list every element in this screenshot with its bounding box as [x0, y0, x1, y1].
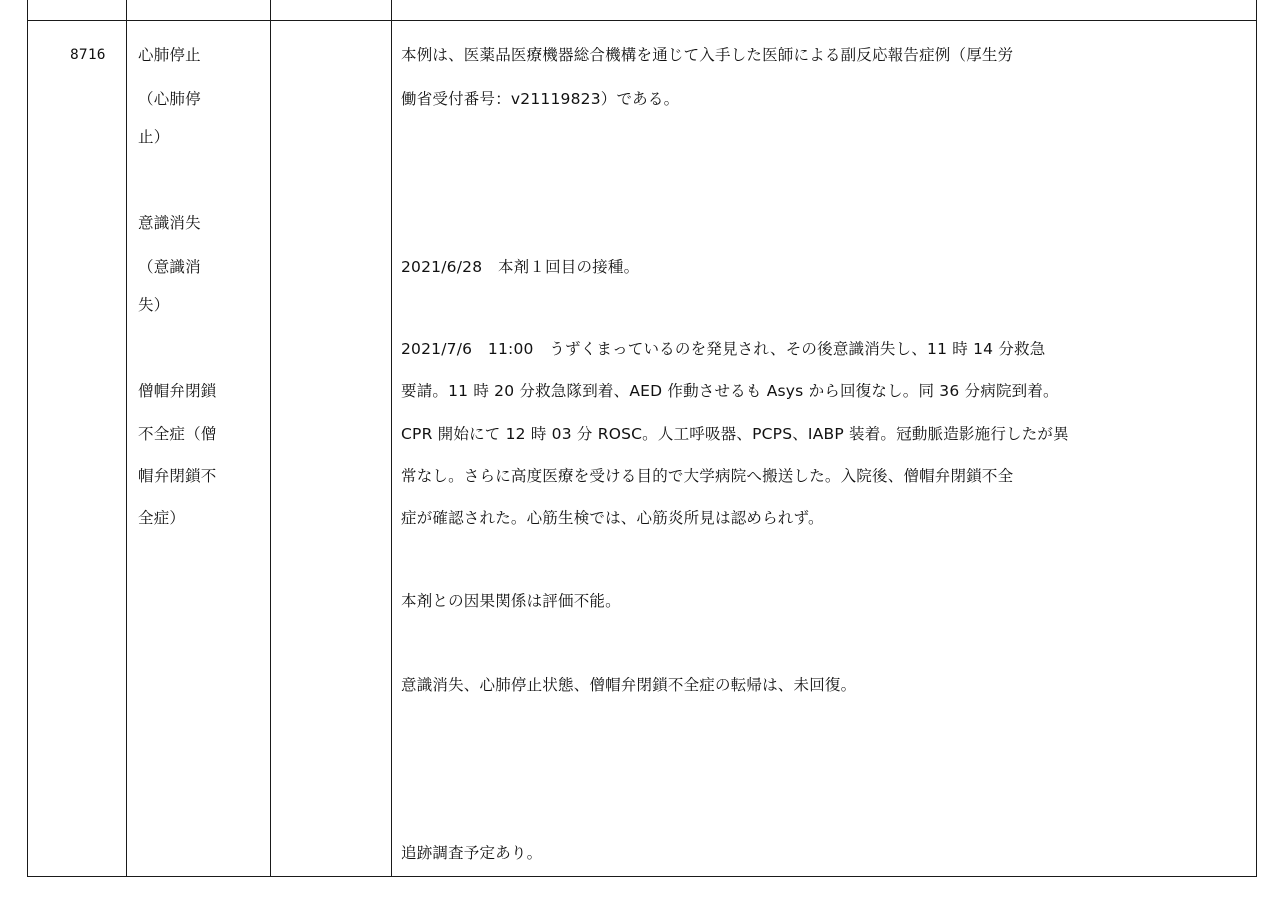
table-border-right	[1256, 0, 1257, 876]
term-line: 帽弁閉鎖不	[138, 467, 217, 485]
term-line: 止）	[138, 128, 170, 146]
term-line: 不全症（僧	[138, 425, 217, 443]
row-divider-top	[27, 20, 1257, 21]
table-border-left	[27, 0, 28, 876]
term-line: 僧帽弁閉鎖	[138, 382, 217, 400]
term-line: （心肺停	[138, 90, 201, 108]
term-line: 全症）	[138, 509, 186, 527]
narrative-line: 常なし。さらに高度医療を受ける目的で大学病院へ搬送した。入院後、僧帽弁閉鎖不全	[401, 467, 1014, 485]
term-line: 心肺停止	[138, 46, 201, 64]
term-line: 失）	[138, 296, 170, 314]
narrative-line: 意識消失、心肺停止状態、僧帽弁閉鎖不全症の転帰は、未回復。	[401, 676, 857, 694]
narrative-line: 2021/6/28 本剤１回目の接種。	[401, 258, 640, 276]
table-border-bottom	[27, 876, 1257, 877]
narrative-line: 追跡調査予定あり。	[401, 844, 543, 862]
narrative-line: 本剤との因果関係は評価不能。	[401, 592, 621, 610]
column-divider-2	[270, 0, 271, 876]
case-number: 8716	[70, 47, 106, 63]
term-line: （意識消	[138, 258, 201, 276]
term-line: 意識消失	[138, 214, 201, 232]
narrative-line: 2021/7/6 11:00 うずくまっているのを発見され、その後意識消失し、11 時 14 分救急	[401, 340, 1046, 358]
narrative-line: 本例は、医薬品医療機器総合機構を通じて入手した医師による副反応報告症例（厚生労	[401, 46, 1014, 64]
column-divider-3	[391, 0, 392, 876]
column-divider-1	[126, 0, 127, 876]
narrative-line: CPR 開始にて 12 時 03 分 ROSC。人工呼吸器、PCPS、IABP 装着。冠動脈造影施行したが異	[401, 425, 1069, 443]
narrative-line: 要請。11 時 20 分救急隊到着、AED 作動させるも Asys から回復なし。同 36 分病院到着。	[401, 382, 1059, 400]
narrative-line: 症が確認された。心筋生検では、心筋炎所見は認められず。	[401, 509, 824, 527]
narrative-line: 働省受付番号：v21119823）である。	[401, 90, 680, 108]
